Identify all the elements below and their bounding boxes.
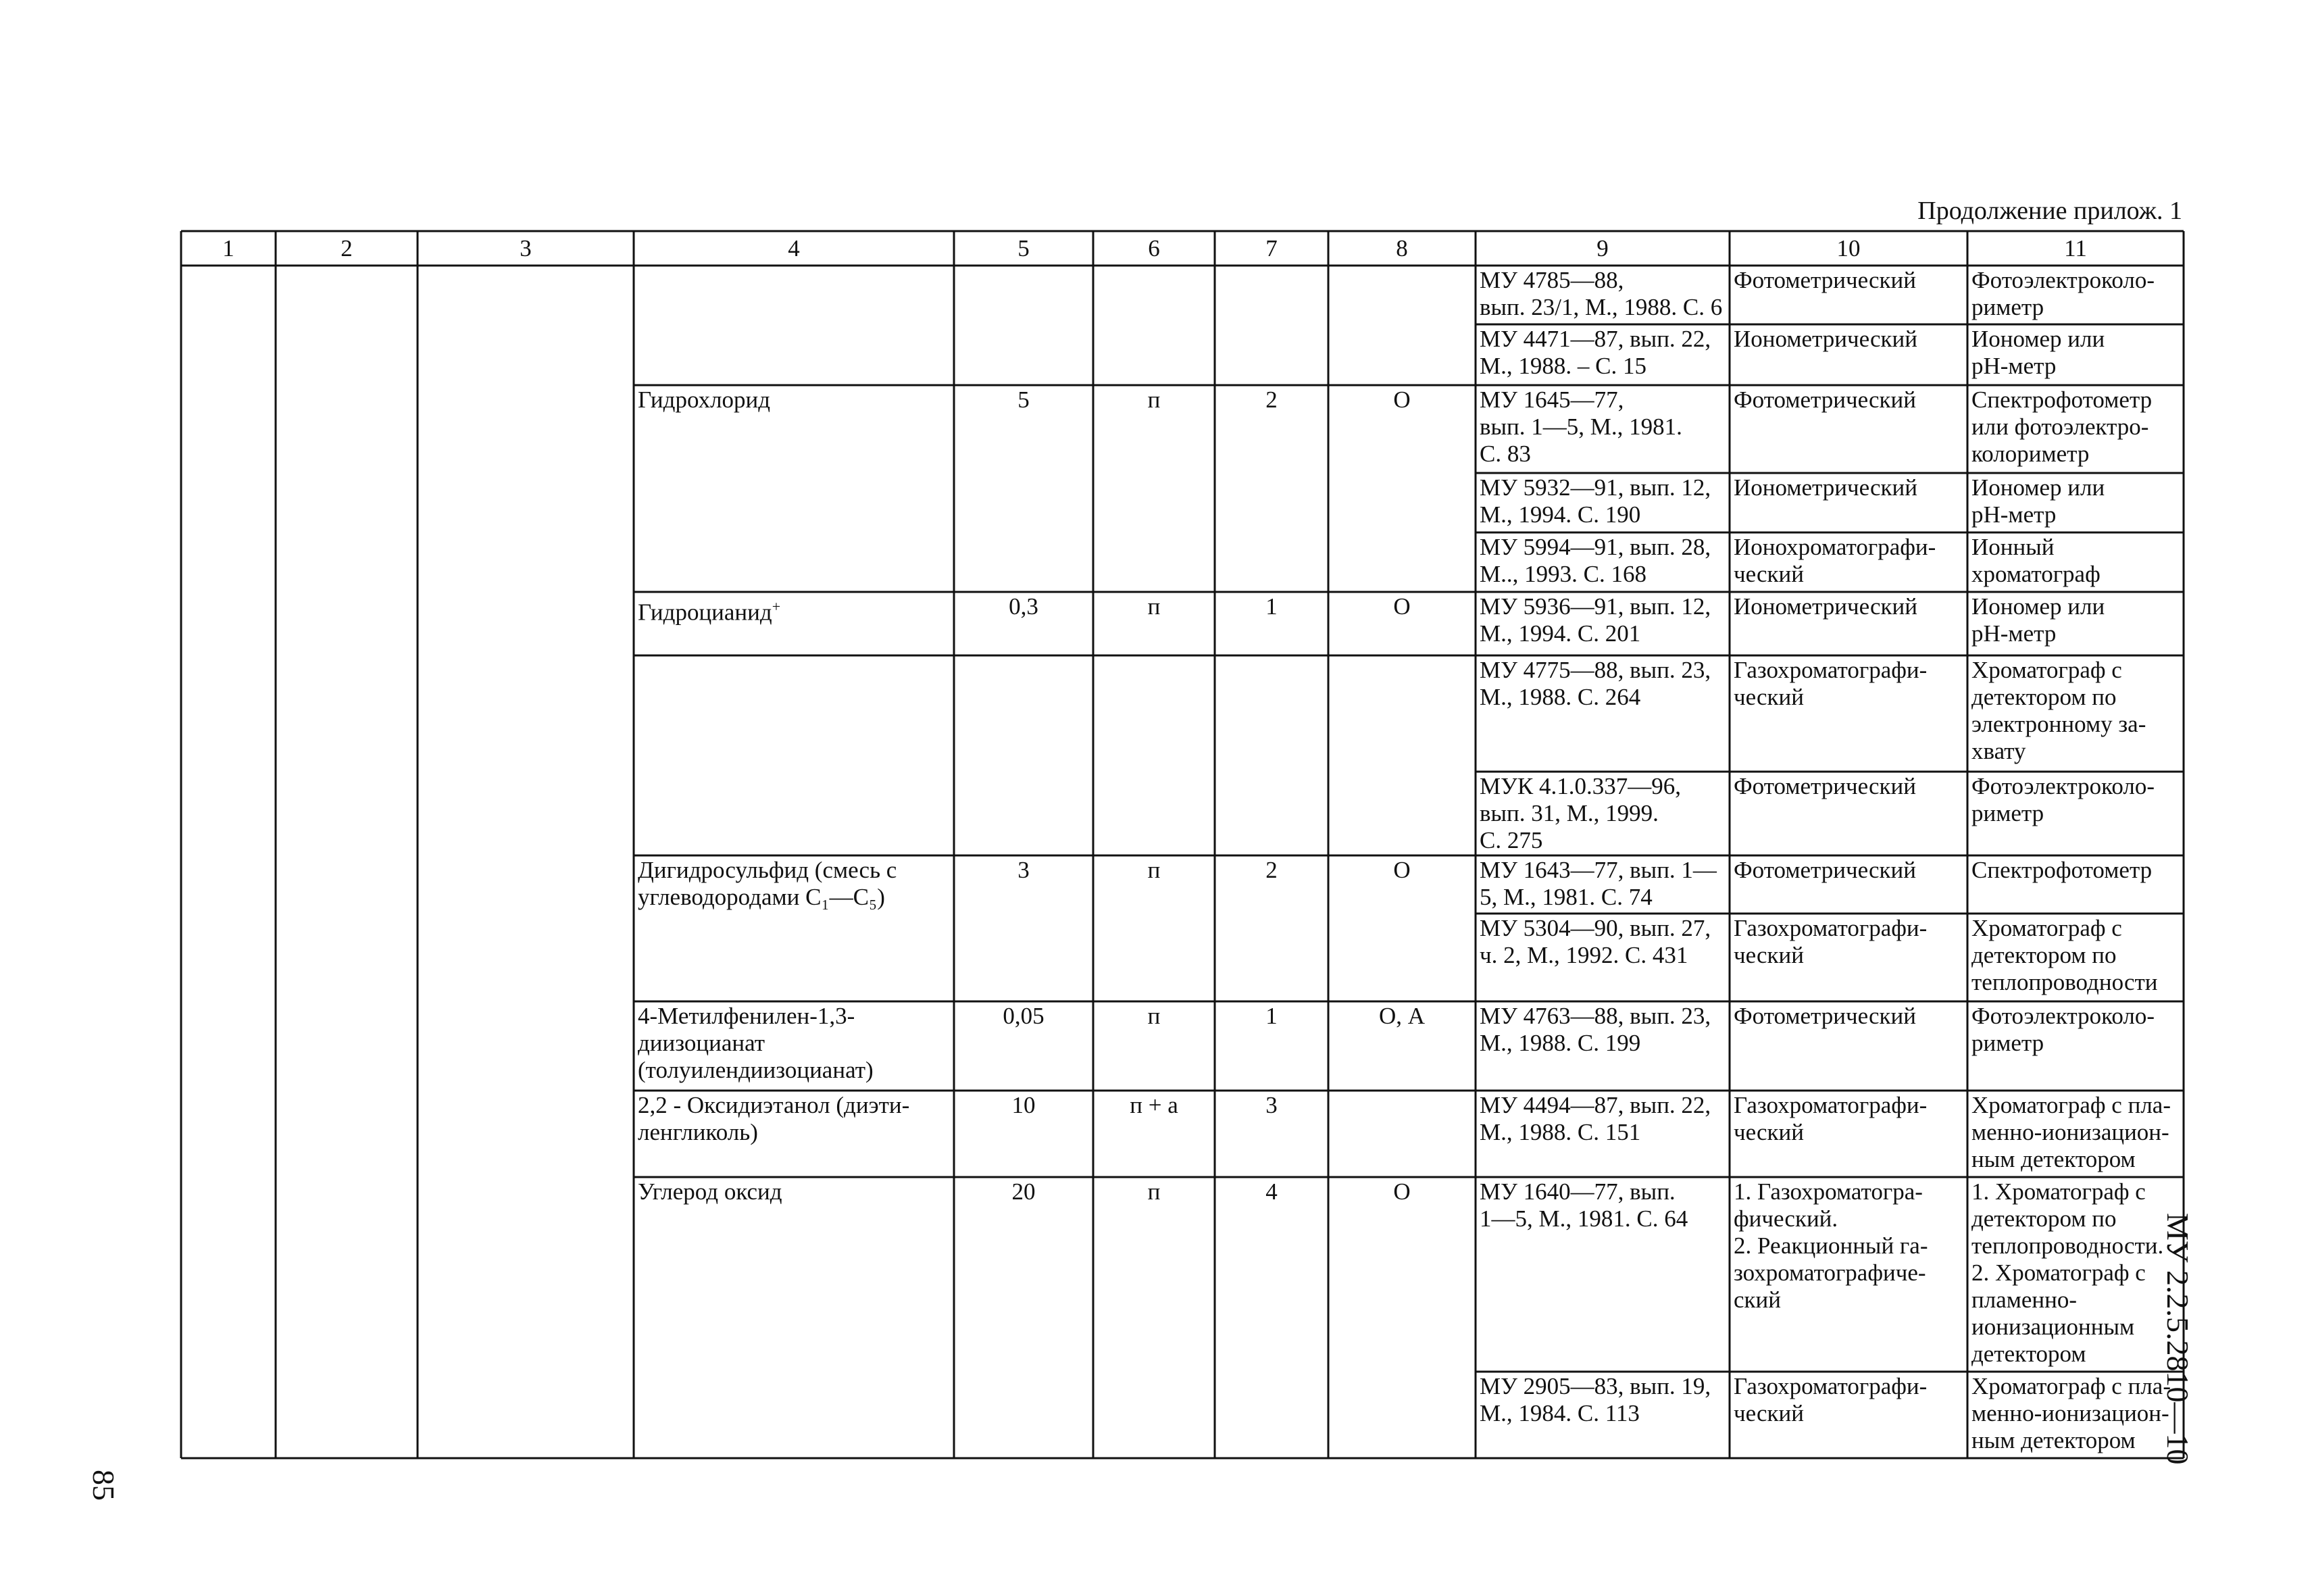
aggregate-state: п [1147,593,1161,620]
method-document: МУ 4494—87, вып. 22, М., 1988. С. 151 [1480,1092,1711,1145]
measuring-device: Иономер или pH-метр [1971,474,2105,528]
substance-name: 4-Метилфенилен-1,3- диизоцианат (толуилендиизоцианат) [638,1003,874,1083]
limit-value: 0,3 [1009,593,1038,620]
effect-features [1328,1091,1476,1177]
substance-name: Дигидросульфид (смесь с углеводородами C₁—C₅) [638,857,897,910]
substance-name-superscript: + [772,598,781,615]
method-document: МУ 4471—87, вып. 22, М., 1988. – С. 15 [1480,326,1711,379]
hazard-class [1215,266,1328,385]
measuring-device: Иономер или pH-метр [1971,326,2105,379]
method-type: Фотометрический [1734,1003,1917,1029]
method-document: МУК 4.1.0.337—96, вып. 31, М., 1999. С. 275 [1480,773,1681,853]
column-header-6: 6 [1148,236,1160,261]
method-document: МУ 2905—83, вып. 19, М., 1984. С. 113 [1480,1373,1711,1426]
continuation-heading: Продолжение прилож. 1 [1917,197,2182,225]
limit-value: 20 [1011,1178,1036,1205]
hazard-class: 4 [1265,1178,1278,1205]
method-document: МУ 4785—88, вып. 23/1, М., 1988. С. 6 [1480,267,1723,320]
measuring-device: Фотоэлектроколо- риметр [1971,267,2155,320]
measuring-device: Иономер или pH-метр [1971,593,2105,647]
column-header-1: 1 [222,236,234,261]
method-document: МУ 5304—90, вып. 27, ч. 2, М., 1992. С. 431 [1480,915,1711,968]
aggregate-state [1093,266,1215,385]
effect-features: О, А [1378,1003,1426,1029]
method-type: Ионометрический [1734,593,1917,620]
method-document: МУ 4763—88, вып. 23, М., 1988. С. 199 [1480,1003,1711,1056]
method-type: Ионометрический [1734,474,1917,501]
limit-value: 0,05 [1003,1003,1045,1029]
column-header-3: 3 [520,236,532,261]
column-header-8: 8 [1396,236,1408,261]
method-document: МУ 4775—88, вып. 23, М., 1988. С. 264 [1480,657,1711,710]
column-header-11: 11 [2064,236,2087,261]
method-document: МУ 1640—77, вып. 1—5, М., 1981. С. 64 [1480,1178,1688,1232]
column-header-2: 2 [341,236,353,261]
limit-value [954,266,1093,385]
measuring-device: Ионный хроматограф [1971,534,2101,587]
hazard-class [1215,655,1328,855]
limit-value: 10 [1011,1092,1036,1118]
substance-name: Гидроцианид+ [638,598,781,626]
aggregate-state [1093,655,1215,855]
method-type: Фотометрический [1734,386,1917,413]
hazard-class: 1 [1265,1003,1278,1029]
measuring-device: Хроматограф с пла- менно-ионизацион- ным детектором [1971,1092,2171,1172]
hazard-class: 2 [1265,386,1278,413]
measuring-device: Хроматограф с пла- менно-ионизацион- ным детектором [1971,1373,2171,1453]
hazard-class: 1 [1265,593,1278,620]
substance-name: Углерод оксид [638,1178,782,1205]
aggregate-state: п [1147,1003,1161,1029]
aggregate-state: п [1147,1178,1161,1205]
limit-value: 5 [1017,386,1030,413]
limit-value: 3 [1017,857,1030,883]
document-code: МУ 2.2.5.2810—10 [2161,1213,2195,1465]
effect-features [1328,266,1476,385]
method-type: Газохроматографи- ческий [1734,1373,1928,1426]
aggregate-state: п [1147,857,1161,883]
column-header-4: 4 [788,236,800,261]
method-document: МУ 5932—91, вып. 12, М., 1994. С. 190 [1480,474,1711,528]
method-document: МУ 5936—91, вып. 12, М., 1994. С. 201 [1480,593,1711,647]
substance-name: Гидрохлорид [638,386,771,413]
method-type: 1. Газохроматогра- фический. 2. Реакционный га- зохроматографиче- ский [1734,1178,1928,1313]
method-type: Газохроматографи- ческий [1734,915,1928,968]
measuring-device: Спектрофотометр [1971,857,2153,883]
effect-features: О [1393,1178,1411,1205]
method-document: МУ 1645—77, вып. 1—5, М., 1981. С. 83 [1480,386,1682,467]
aggregate-state: п + а [1130,1092,1178,1118]
method-type: Фотометрический [1734,773,1917,799]
hazard-class: 3 [1265,1092,1278,1118]
method-type: Ионометрический [1734,326,1917,352]
column-header-9: 9 [1596,236,1609,261]
measuring-device: 1. Хроматограф с детектором по теплопроводности. 2. Хроматограф с пламенно- ионизационным детектором [1971,1178,2164,1367]
method-type: Фотометрический [1734,267,1917,293]
page-number: 85 [86,1470,121,1501]
aggregate-state: п [1147,386,1161,413]
measuring-device: Фотоэлектроколо- риметр [1971,773,2155,826]
effect-features: О [1393,857,1411,883]
substance-name [634,266,954,385]
hazard-class: 2 [1265,857,1278,883]
effect-features: О [1393,386,1411,413]
measuring-device: Хроматограф с детектором по электронному за- хвату [1971,657,2146,764]
method-type: Ионохроматографи- ческий [1734,534,1936,587]
method-document: МУ 1643—77, вып. 1— 5, М., 1981. С. 74 [1480,857,1717,910]
column-header-10: 10 [1836,236,1861,261]
measuring-device: Спектрофотометр или фотоэлектро- колориметр [1971,386,2153,467]
method-document: МУ 5994—91, вып. 28, М.., 1993. С. 168 [1480,534,1711,587]
substance-name [634,655,954,855]
measuring-device: Хроматограф с детектором по теплопроводности [1971,915,2158,995]
column-header-5: 5 [1017,236,1030,261]
method-type: Газохроматографи- ческий [1734,1092,1928,1145]
substance-name: 2,2 - Оксидиэтанол (диэти- ленгликоль) [638,1092,910,1145]
effect-features [1328,655,1476,855]
measuring-device: Фотоэлектроколо- риметр [1971,1003,2155,1056]
column-header-7: 7 [1265,236,1278,261]
limit-value [954,655,1093,855]
effect-features: О [1393,593,1411,620]
method-type: Фотометрический [1734,857,1917,883]
method-type: Газохроматографи- ческий [1734,657,1928,710]
